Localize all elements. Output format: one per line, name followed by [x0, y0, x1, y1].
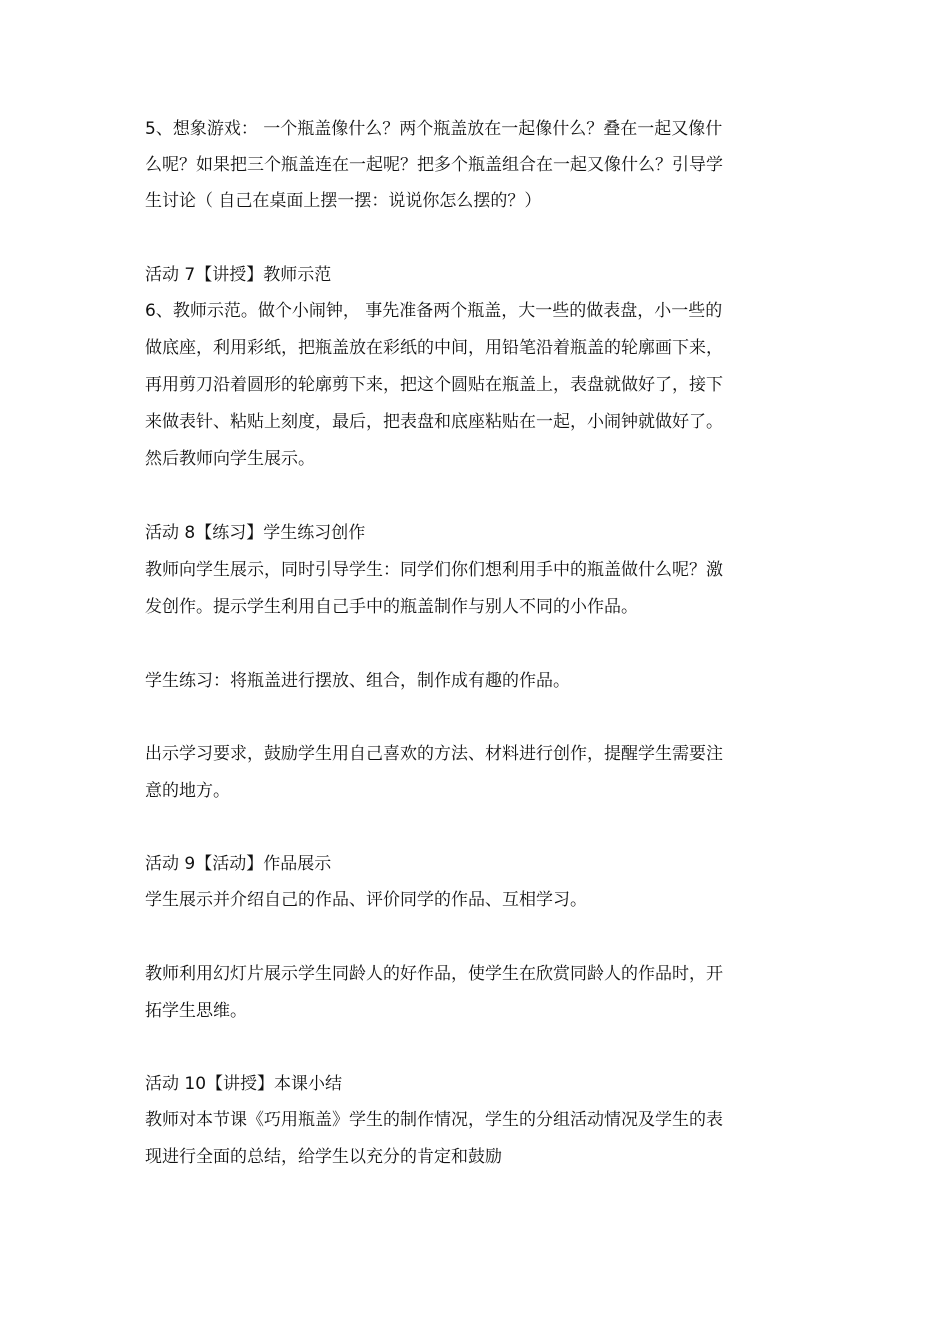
text-line: 来做表针、粘贴上刻度，最后，把表盘和底座粘贴在一起，小闹钟就做好了。 [145, 412, 723, 432]
text-line: 出示学习要求，鼓励学生用自己喜欢的方法、材料进行创作，提醒学生需要注 [145, 744, 723, 764]
section-heading: 活动 9【活动】作品展示 [145, 854, 332, 874]
section-heading: 活动 7【讲授】教师示范 [145, 265, 332, 285]
text-line: 学生展示并介绍自己的作品、评价同学的作品、互相学习。 [145, 890, 587, 910]
text-line: 教师向学生展示，同时引导学生：同学们你们想利用手中的瓶盖做什么呢？激 [145, 560, 723, 580]
text-line: 然后教师向学生展示。 [145, 449, 315, 469]
text-line: 教师对本节课《巧用瓶盖》学生的制作情况，学生的分组活动情况及学生的表 [145, 1110, 723, 1130]
text-line: 么呢？如果把三个瓶盖连在一起呢？把多个瓶盖组合在一起又像什么？引导学 [145, 155, 723, 175]
text-line: 学生练习：将瓶盖进行摆放、组合，制作成有趣的作品。 [145, 671, 570, 691]
text-line: 做底座，利用彩纸，把瓶盖放在彩纸的中间，用铅笔沿着瓶盖的轮廓画下来， [145, 338, 723, 358]
text-line: 现进行全面的总结，给学生以充分的肯定和鼓励 [145, 1147, 502, 1167]
text-line: 发创作。提示学生利用自己手中的瓶盖制作与别人不同的小作品。 [145, 597, 638, 617]
text-line: 5、想象游戏： 一个瓶盖像什么？两个瓶盖放在一起像什么？叠在一起又像什 [145, 119, 723, 139]
text-line: 再用剪刀沿着圆形的轮廓剪下来，把这个圆贴在瓶盖上，表盘就做好了，接下 [145, 375, 723, 395]
section-heading: 活动 8【练习】学生练习创作 [145, 523, 366, 543]
text-line: 教师利用幻灯片展示学生同龄人的好作品，使学生在欣赏同龄人的作品时，开 [145, 964, 723, 984]
section-heading: 活动 10【讲授】本课小结 [145, 1074, 343, 1094]
text-line: 6、教师示范。做个小闹钟， 事先准备两个瓶盖，大一些的做表盘，小一些的 [145, 301, 723, 321]
text-line: 意的地方。 [145, 781, 230, 801]
text-line: 生讨论（ 自己在桌面上摆一摆：说说你怎么摆的？） [145, 191, 542, 211]
text-line: 拓学生思维。 [145, 1001, 247, 1021]
